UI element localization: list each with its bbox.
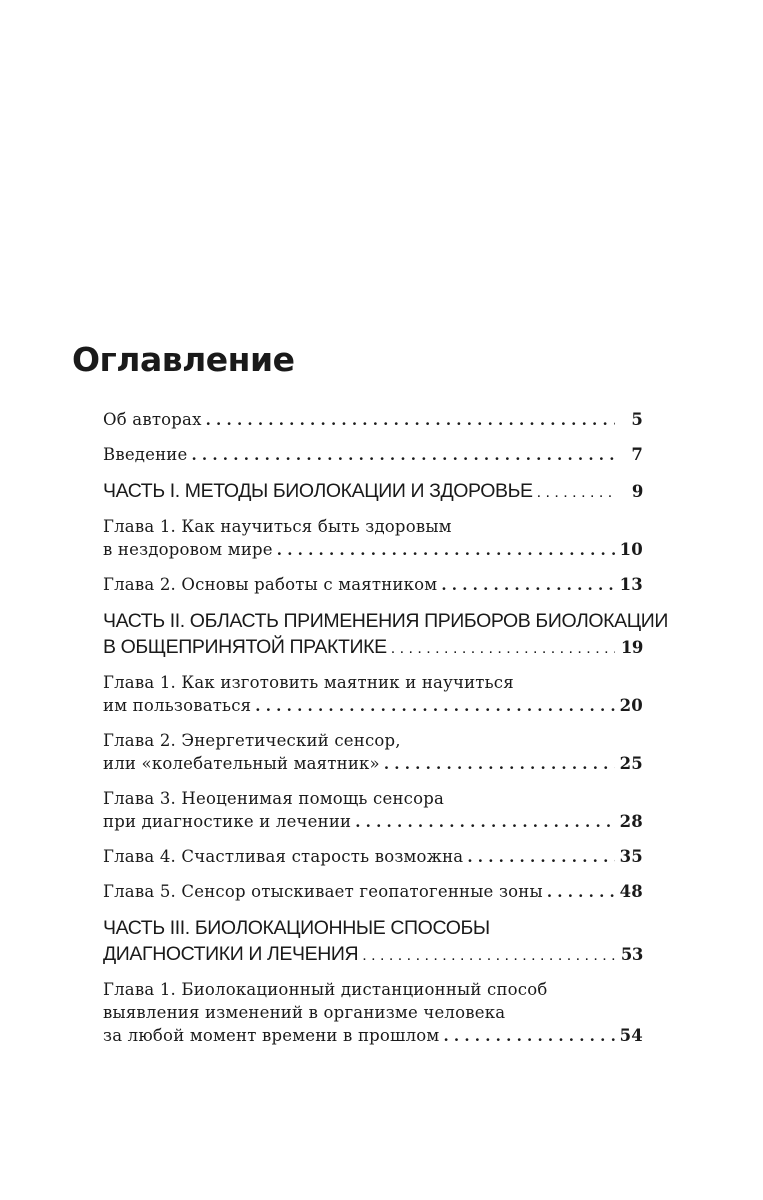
dot-leader: [384, 753, 615, 776]
toc-page-number: 28: [619, 812, 643, 831]
toc-entry-line: [103, 694, 643, 718]
toc-entry-title: в нездоровом мире: [103, 540, 273, 559]
toc-entry-line: Глава 3. Неоценимая помощь сенсора: [103, 789, 445, 808]
dot-leader: [537, 480, 615, 506]
toc-page-number: 35: [619, 847, 643, 866]
toc-entry-line: выявления изменений в организме человека: [103, 1003, 506, 1022]
dot-leader: [255, 695, 615, 718]
toc-entry-line: Глава 1. Как научиться быть здоровым: [103, 517, 452, 536]
toc-page-number: 25: [619, 754, 643, 773]
dot-leader: [441, 574, 615, 597]
toc-entry-line: Глава 1. Как изготовить маятник и научиться: [103, 673, 514, 692]
toc-entry-title: или «колебательный маятник»: [103, 754, 380, 773]
toc-entry-title: Об авторах: [103, 410, 202, 429]
toc-entry-title: ЧАСТЬ I. МЕТОДЫ БИОЛОКАЦИИ И ЗДОРОВЬЕ: [103, 480, 533, 502]
toc-page-number: 13: [619, 575, 643, 594]
toc-page-number: 20: [619, 696, 643, 715]
toc-entry-title: за любой момент времени в прошлом: [103, 1026, 440, 1045]
toc-entry-line: [103, 1024, 643, 1048]
toc-entry-line: [103, 880, 643, 904]
dot-leader: [355, 811, 615, 834]
toc-page-number: 19: [620, 638, 643, 657]
toc-page-number: 7: [631, 445, 643, 464]
toc-chapter-entry: [103, 443, 643, 467]
toc-chapter-entry: [103, 515, 643, 562]
toc-page-number: 9: [631, 482, 643, 501]
toc-entry-line: [103, 810, 643, 834]
toc-page-number: 10: [619, 540, 643, 559]
toc-entry-line: Глава 1. Биолокационный дистанционный способ: [103, 980, 548, 999]
toc-chapter-entry: [103, 671, 643, 718]
dot-leader: [362, 943, 615, 969]
toc-entry-title: им пользоваться: [103, 696, 252, 715]
toc-part-entry: [103, 478, 643, 506]
toc-chapter-entry: [103, 573, 643, 597]
dot-leader: [391, 636, 615, 662]
toc-page-number: 53: [620, 945, 643, 964]
toc-chapter-entry: [103, 880, 643, 904]
toc-entry-line: [103, 752, 643, 776]
toc-entry-title: Глава 4. Счастливая старость возможна: [103, 847, 464, 866]
toc-entry-line: [103, 408, 643, 432]
toc-entry-line: [103, 573, 643, 597]
toc-entry-title: при диагностике и лечении: [103, 812, 352, 831]
dot-leader: [547, 881, 615, 904]
dot-leader: [191, 444, 615, 467]
table-of-contents: [103, 408, 668, 1059]
toc-chapter-entry: [103, 978, 643, 1048]
toc-entry-line: [103, 478, 643, 506]
toc-page-number: 48: [619, 882, 643, 901]
toc-entry-title: Введение: [103, 445, 188, 464]
toc-chapter-entry: [103, 787, 643, 834]
toc-chapter-entry: [103, 729, 643, 776]
toc-entry-line: [103, 538, 643, 562]
toc-entry-line: ЧАСТЬ II. ОБЛАСТЬ ПРИМЕНЕНИЯ ПРИБОРОВ БИОЛОКАЦИИ: [103, 610, 668, 632]
toc-entry-line: [103, 634, 643, 662]
toc-page-number: 54: [619, 1026, 643, 1045]
dot-leader: [467, 846, 615, 869]
toc-entry-title: ДИАГНОСТИКИ И ЛЕЧЕНИЯ: [103, 943, 359, 965]
toc-entry-line: [103, 443, 643, 467]
toc-entry-line: Глава 2. Энергетический сенсор,: [103, 731, 401, 750]
toc-entry-line: ЧАСТЬ III. БИОЛОКАЦИОННЫЕ СПОСОБЫ: [103, 917, 490, 939]
toc-page-number: 5: [631, 410, 643, 429]
toc-entry-title: В ОБЩЕПРИНЯТОЙ ПРАКТИКЕ: [103, 636, 387, 658]
toc-entry-title: Глава 2. Основы работы с маятником: [103, 575, 438, 594]
dot-leader: [206, 409, 615, 432]
toc-chapter-entry: [103, 845, 643, 869]
toc-entry-title: Глава 5. Сенсор отыскивает геопатогенные зоны: [103, 882, 543, 901]
toc-part-entry: [103, 915, 643, 969]
dot-leader: [443, 1025, 615, 1048]
page-title: Оглавление: [72, 340, 295, 379]
toc-chapter-entry: [103, 408, 643, 432]
dot-leader: [277, 539, 615, 562]
toc-entry-line: [103, 845, 643, 869]
toc-part-entry: [103, 608, 668, 662]
toc-entry-line: [103, 941, 643, 969]
